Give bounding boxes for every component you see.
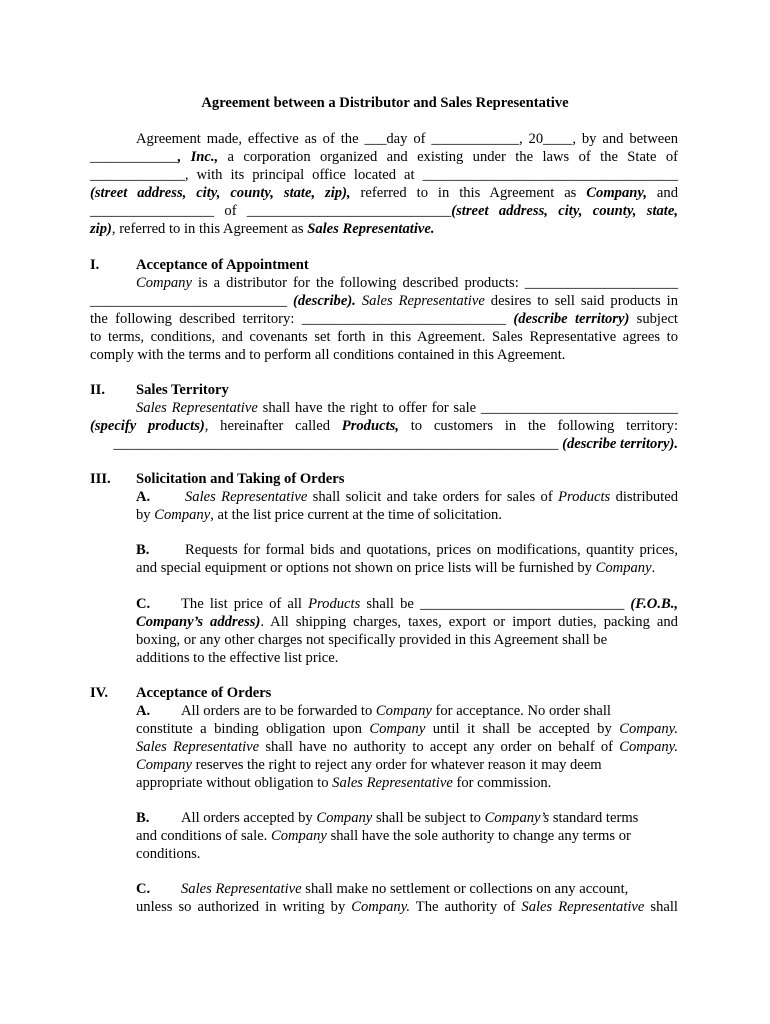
clause-line: conditions. [136,846,201,862]
section-number: IV. [90,685,108,701]
clause-letter: B. [136,810,150,826]
section-line: Company is a distributor for the following described products: _____________________ [136,275,678,291]
clause-line: C. The list price of all Products shall be ____________________________ (F.O.B., [136,596,679,612]
section-line: ___________________________ (describe). Sales Representative desires to sell said products in [90,293,678,309]
section-number: I. [90,257,100,273]
document-title: Agreement between a Distributor and Sales Representative [201,95,569,111]
clause-line: by Company, at the list price current at the time of solicitation. [136,507,502,523]
clause-line: Sales Representative shall have no authority to accept any order on behalf of Company. [136,739,678,755]
clause-line: additions to the effective list price. [136,650,339,666]
preamble-line: _____________, with its principal office located at ___________________________________ [90,167,678,183]
clause-line: Company reserves the right to reject any order for whatever reason it may deem [136,757,602,773]
clause-line: boxing, or any other charges not specifically provided in this Agreement shall be [136,632,608,648]
section-line: the following described territory: ____________________________ (describe territory) subject [90,311,678,327]
section-number: III. [90,471,111,487]
clause-line: and conditions of sale. Company shall have the sole authority to change any terms or [136,828,631,844]
clause-line: A. Sales Representative shall solicit and take orders for sales of Products distributed [136,489,678,505]
clause-line: A. All orders are to be forwarded to Company for acceptance. No order shall [136,703,611,719]
section-number: II. [90,382,106,398]
preamble-line: zip), referred to in this Agreement as Sales Representative. [90,221,435,237]
clause-letter: C. [136,596,151,612]
clause-line: Company’s address). All shipping charges, taxes, export or import duties, packing and [136,614,678,630]
clause-line: constitute a binding obligation upon Company until it shall be accepted by Company. [136,721,678,737]
clause-letter: B. [136,542,150,558]
preamble-line: Agreement made, effective as of the ___day of ____________, 20____, by and between [136,131,678,147]
section-heading: Acceptance of Appointment [136,257,309,273]
clause-line: C. Sales Representative shall make no settlement or collections on any account, [136,881,629,897]
clause-letter: A. [136,703,151,719]
clause-letter: C. [136,881,151,897]
clause-line: and special equipment or options not shown on price lists will be furnished by Company. [136,560,656,576]
clause-line: B. All orders accepted by Company shall be subject to Company’s standard terms [136,810,639,826]
preamble-line: _________________ of ____________________________(street address, city, county, state, [90,203,678,219]
section-heading: Acceptance of Orders [136,685,272,701]
clause-line: appropriate without obligation to Sales Representative for commission. [136,775,552,791]
section-line: (specify products), hereinafter called Products, to customers in the following territory: [90,418,679,434]
section-line: _____________________________________________________________ (describe territory). [113,436,678,452]
preamble-line: ____________, Inc., a corporation organized and existing under the laws of the State of [90,149,678,165]
clause-line: unless so authorized in writing by Company. The authority of Sales Representative shall [136,899,678,915]
section-heading: Solicitation and Taking of Orders [136,471,345,487]
clause-letter: A. [136,489,151,505]
clause-line: B. Requests for formal bids and quotations, prices on modifications, quantity prices, [136,542,678,558]
section-heading: Sales Territory [136,382,229,398]
preamble-line: (street address, city, county, state, zip), referred to in this Agreement as Company, and [90,185,678,201]
section-line: comply with the terms and to perform all conditions contained in this Agreement. [90,347,566,363]
section-line: to terms, conditions, and covenants set forth in this Agreement. Sales Representative agrees to [90,329,678,345]
section-line: Sales Representative shall have the right to offer for sale ___________________________ [136,400,678,416]
